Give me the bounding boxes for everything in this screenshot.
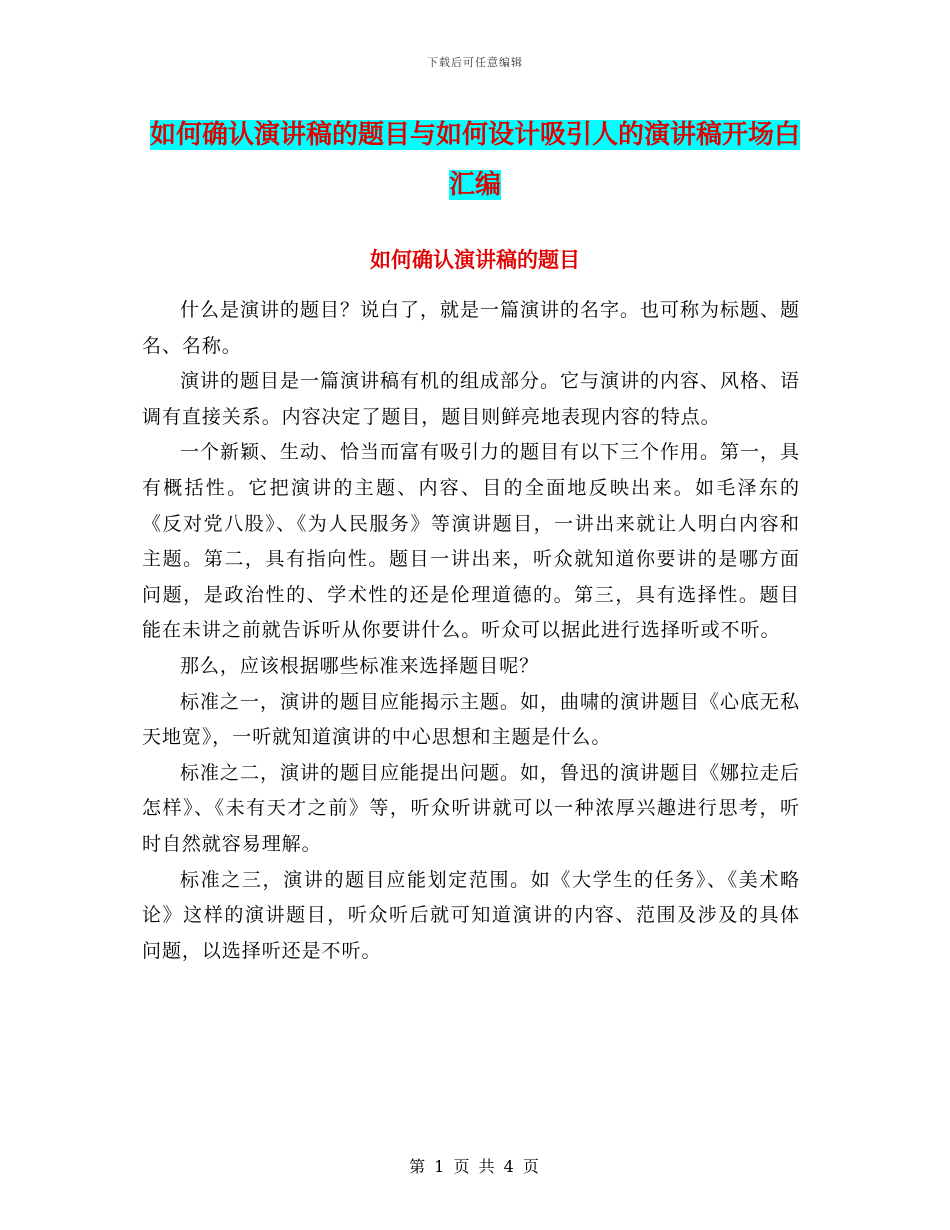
section-heading: 如何确认演讲稿的题目: [370, 248, 580, 272]
paragraph: 一个新颖、生动、恰当而富有吸引力的题目有以下三个作用。第一，具有概括性。它把演讲的主题、内容、目的全面地反映出来。如毛泽东的《反对党八股》、《为人民服务》等演讲题目，一讲出来就让人明白内容和主题。第二，具有指向性。题目一讲出来，听众就知道你要讲的是哪方面问题，是政治性的、学术性的还是伦理道德的。第三，具有选择性。题目能在未讲之前就告诉听从你要讲什么。听众可以据此进行选择听或不听。: [142, 441, 800, 642]
page-header: 下载后可任意编辑: [427, 56, 523, 69]
paragraph: 标准之一，演讲的题目应能揭示主题。如，曲啸的演讲题目《心底无私天地宽》，一听就知道演讲的中心思想和主题是什么。: [142, 690, 800, 749]
paragraph: 那么，应该根据哪些标准来选择题目呢？: [180, 654, 540, 677]
page-footer: 第 1 页 共 4 页: [409, 1157, 541, 1176]
paragraph: 标准之三，演讲的题目应能划定范围。如《大学生的任务》、《美术略论》这样的演讲题目，听众听后就可知道演讲的内容、范围及涉及的具体问题，以选择听还是不听。: [142, 868, 800, 962]
paragraph: 什么是演讲的题目？说白了，就是一篇演讲的名字。也可称为标题、题名、名称。: [142, 299, 800, 357]
body-text: [142, 293, 800, 969]
document-title-text: 如何确认演讲稿的题目与如何设计吸引人的演讲稿开场白汇编: [149, 120, 800, 200]
paragraph: 标准之二，演讲的题目应能提出问题。如，鲁迅的演讲题目《娜拉走后怎样》、《未有天才之前》等，听众听讲就可以一种浓厚兴趣进行思考，听时自然就容易理解。: [142, 761, 800, 855]
paragraph: 演讲的题目是一篇演讲稿有机的组成部分。它与演讲的内容、风格、语调有直接关系。内容决定了题目，题目则鲜亮地表现内容的特点。: [142, 370, 800, 428]
document-title: [140, 110, 810, 210]
